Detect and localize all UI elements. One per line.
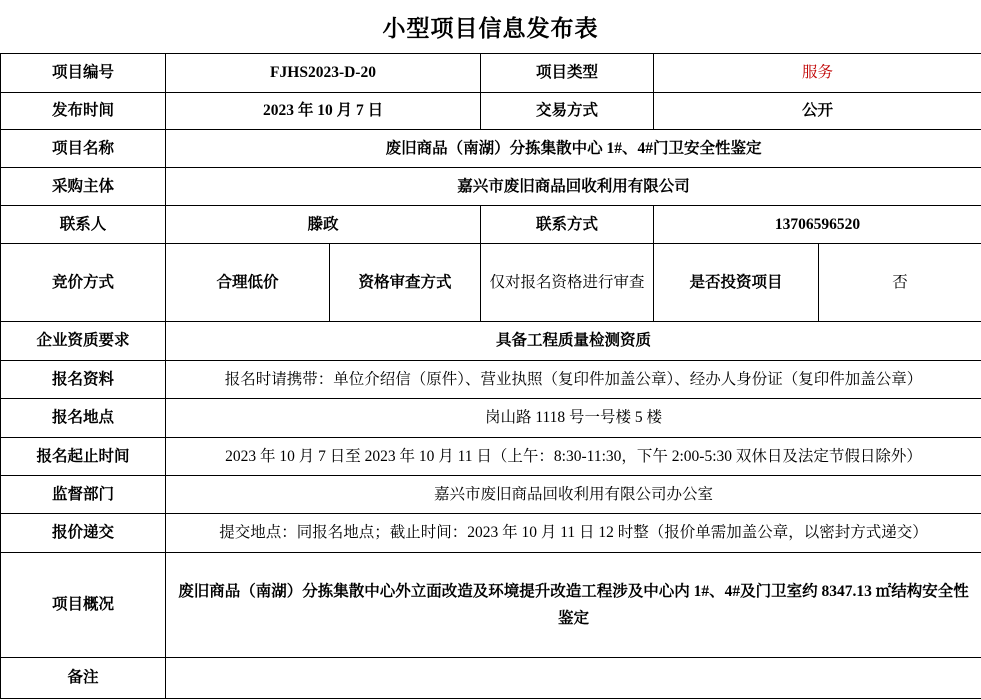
field-label-transaction-method: 交易方式: [481, 93, 654, 130]
field-value-bidding-method: 合理低价: [166, 244, 330, 322]
field-value-procurement-entity: 嘉兴市废旧商品回收利用有限公司: [166, 168, 981, 206]
field-label-registration-materials: 报名资料: [1, 361, 166, 399]
field-value-project-overview: 废旧商品（南湖）分拣集散中心外立面改造及环境提升改造工程涉及中心内 1#、4#及门卫室约 8347.13 ㎡结构安全性鉴定: [166, 553, 981, 658]
field-label-registration-location: 报名地点: [1, 399, 166, 438]
field-value-qualification-review: 仅对报名资格进行审查: [481, 244, 654, 322]
table-row: [1, 438, 981, 476]
page-title: 小型项目信息发布表: [382, 16, 599, 41]
field-label-bidding-method: 竞价方式: [1, 244, 166, 322]
field-value-quotation-submission: 提交地点：同报名地点；截止时间：2023 年 10 月 11 日 12 时整（报价单需加盖公章，以密封方式递交）: [166, 514, 981, 553]
field-label-remarks: 备注: [1, 658, 166, 699]
field-value-registration-location: 岗山路 1118 号一号楼 5 楼: [166, 399, 981, 438]
field-value-project-number: FJHS2023-D-20: [166, 54, 481, 93]
field-label-project-number: 项目编号: [1, 54, 166, 93]
table-row: [1, 168, 981, 206]
table-row: [1, 514, 981, 553]
table-row: [1, 553, 981, 658]
table-row: [1, 206, 981, 244]
field-value-enterprise-qualification: 具备工程质量检测资质: [166, 322, 981, 361]
field-label-contact-phone: 联系方式: [481, 206, 654, 244]
table-row: [1, 399, 981, 438]
field-label-enterprise-qualification: 企业资质要求: [1, 322, 166, 361]
field-value-registration-materials: 报名时请携带：单位介绍信（原件）、营业执照（复印件加盖公章）、经办人身份证（复印件加盖公章）: [166, 361, 981, 399]
field-label-project-type: 项目类型: [481, 54, 654, 93]
field-label-supervision-department: 监督部门: [1, 476, 166, 514]
field-value-project-type: 服务: [654, 54, 981, 93]
field-label-project-name: 项目名称: [1, 130, 166, 168]
table-row: [1, 54, 981, 93]
field-label-contact-person: 联系人: [1, 206, 166, 244]
field-label-project-overview: 项目概况: [1, 553, 166, 658]
field-value-contact-phone: 13706596520: [654, 206, 981, 244]
field-value-supervision-department: 嘉兴市废旧商品回收利用有限公司办公室: [166, 476, 981, 514]
field-value-publish-date: 2023 年 10 月 7 日: [166, 93, 481, 130]
table-row: [1, 244, 981, 322]
field-label-quotation-submission: 报价递交: [1, 514, 166, 553]
field-label-registration-period: 报名起止时间: [1, 438, 166, 476]
table-row: [1, 658, 981, 699]
field-value-registration-period: 2023 年 10 月 7 日至 2023 年 10 月 11 日（上午：8:30-11:30，下午 2:00-5:30 双休日及法定节假日除外）: [166, 438, 981, 476]
field-label-investment-project: 是否投资项目: [654, 244, 819, 322]
table-row: [1, 322, 981, 361]
table-row: [1, 476, 981, 514]
field-value-transaction-method: 公开: [654, 93, 981, 130]
table-row: [1, 130, 981, 168]
table-row: [1, 93, 981, 130]
field-value-investment-project: 否: [819, 244, 981, 322]
field-label-publish-date: 发布时间: [1, 93, 166, 130]
field-value-contact-person: 滕政: [166, 206, 481, 244]
table-row: [1, 361, 981, 399]
project-info-table: [0, 53, 981, 699]
field-label-procurement-entity: 采购主体: [1, 168, 166, 206]
field-value-project-name: 废旧商品（南湖）分拣集散中心 1#、4#门卫安全性鉴定: [166, 130, 981, 168]
field-value-remarks: [166, 658, 981, 699]
field-label-qualification-review: 资格审查方式: [330, 244, 481, 322]
